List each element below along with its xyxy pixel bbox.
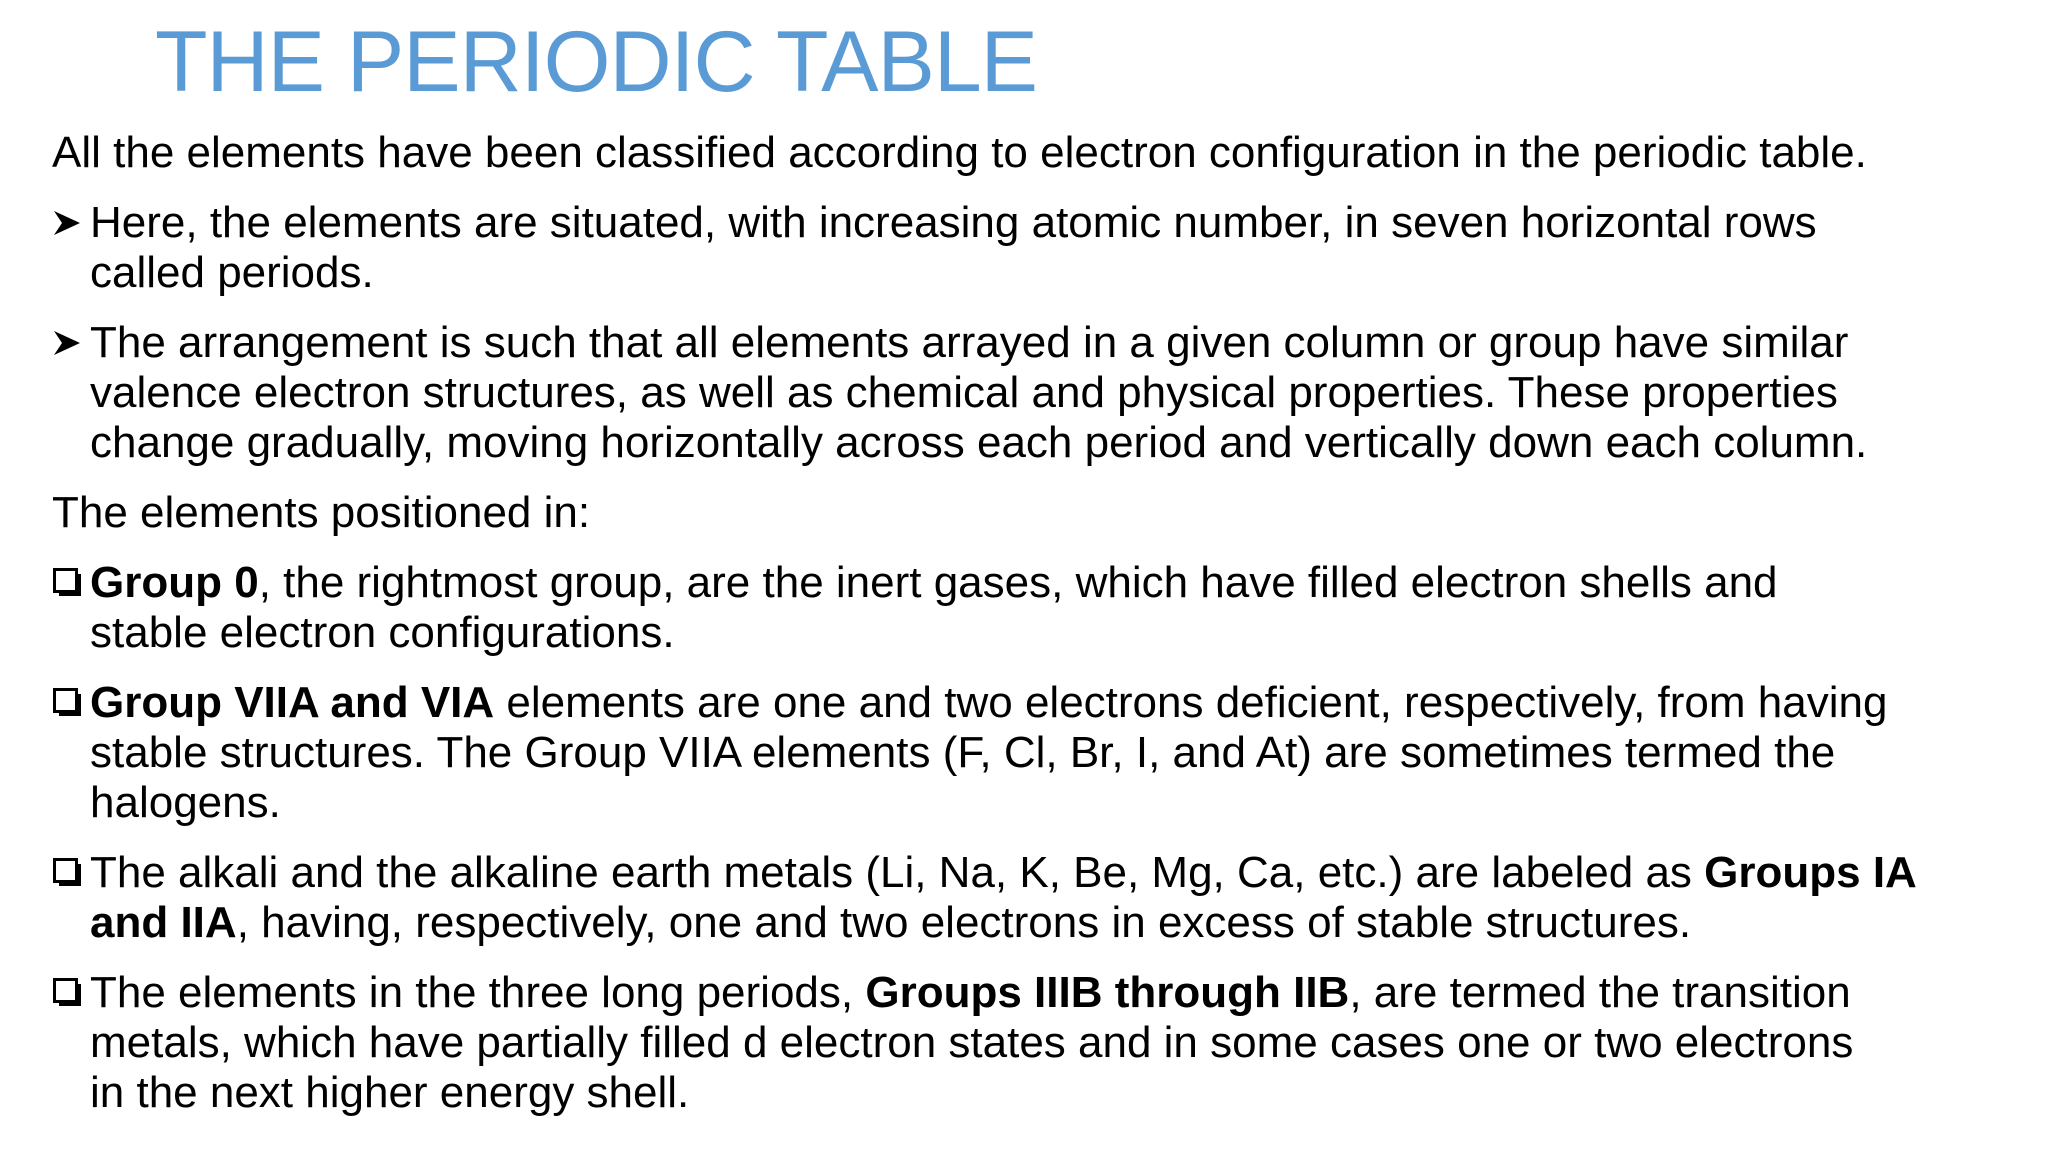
box-item-1-line-2: stable electron configurations. (90, 608, 675, 657)
square-bullet-icon (52, 848, 90, 898)
box-item-4-line-3: in the next higher energy shell. (90, 1068, 690, 1117)
square-bullet-icon (52, 558, 90, 608)
group-0-label: Group 0 (90, 558, 259, 607)
group-viia-via-label: Group VIIA and VIA (90, 678, 495, 727)
arrow-bullet-icon (52, 318, 90, 368)
groups-ia-label: Groups IA (1704, 848, 1917, 897)
groups-iiib-iib-label: Groups IIIB through IIB (865, 968, 1350, 1017)
positioned-intro: The elements positioned in: (52, 488, 591, 537)
arrow-bullet-item (52, 198, 2027, 298)
box-item-4-line-2: metals, which have partially filled d electron states and in some cases one or two electrons (90, 1018, 1854, 1067)
arrow-item-1-line-1: Here, the elements are situated, with increasing atomic number, in seven horizontal rows (90, 198, 1817, 247)
and-iia-label: and IIA (90, 898, 237, 947)
arrow-item-1-line-2: called periods. (90, 248, 374, 297)
box-item-3-line-1: The alkali and the alkaline earth metals (Li, Na, K, Be, Mg, Ca, etc.) are labeled as Groups IA (90, 848, 1917, 897)
arrow-bullet-icon (52, 198, 90, 248)
box-item-3-line-2: and IIA, having, respectively, one and two electrons in excess of stable structures. (90, 898, 1692, 947)
slide-body (52, 128, 2027, 1138)
slide-title: THE PERIODIC TABLE (155, 14, 1038, 110)
arrow-item-2-line-2: valence electron structures, as well as chemical and physical properties. These properties (90, 368, 1838, 417)
box-bullet-item (52, 678, 2027, 828)
arrow-item-2-line-1: The arrangement is such that all elements arrayed in a given column or group have similar (90, 318, 1849, 367)
box-item-2-line-2: stable structures. The Group VIIA elements (F, Cl, Br, I, and At) are sometimes termed the (90, 728, 1836, 777)
arrow-item-2-line-3: change gradually, moving horizontally across each period and vertically down each column. (90, 418, 1868, 467)
arrow-bullet-item (52, 318, 2027, 468)
box-item-1-line-1: Group 0, the rightmost group, are the inert gases, which have filled electron shells and (90, 558, 1778, 607)
square-bullet-icon (52, 678, 90, 728)
box-bullet-item (52, 558, 2027, 658)
square-bullet-icon (52, 968, 90, 1018)
box-bullet-item (52, 968, 2027, 1118)
intro-paragraph: All the elements have been classified according to electron configuration in the periodic table. (52, 128, 1867, 177)
box-item-2-line-3: halogens. (90, 778, 281, 827)
box-item-2-line-1: Group VIIA and VIA elements are one and two electrons deficient, respectively, from having (90, 678, 1888, 727)
box-bullet-item (52, 848, 2027, 948)
box-item-4-line-1: The elements in the three long periods, Groups IIIB through IIB, are termed the transition (90, 968, 1851, 1017)
